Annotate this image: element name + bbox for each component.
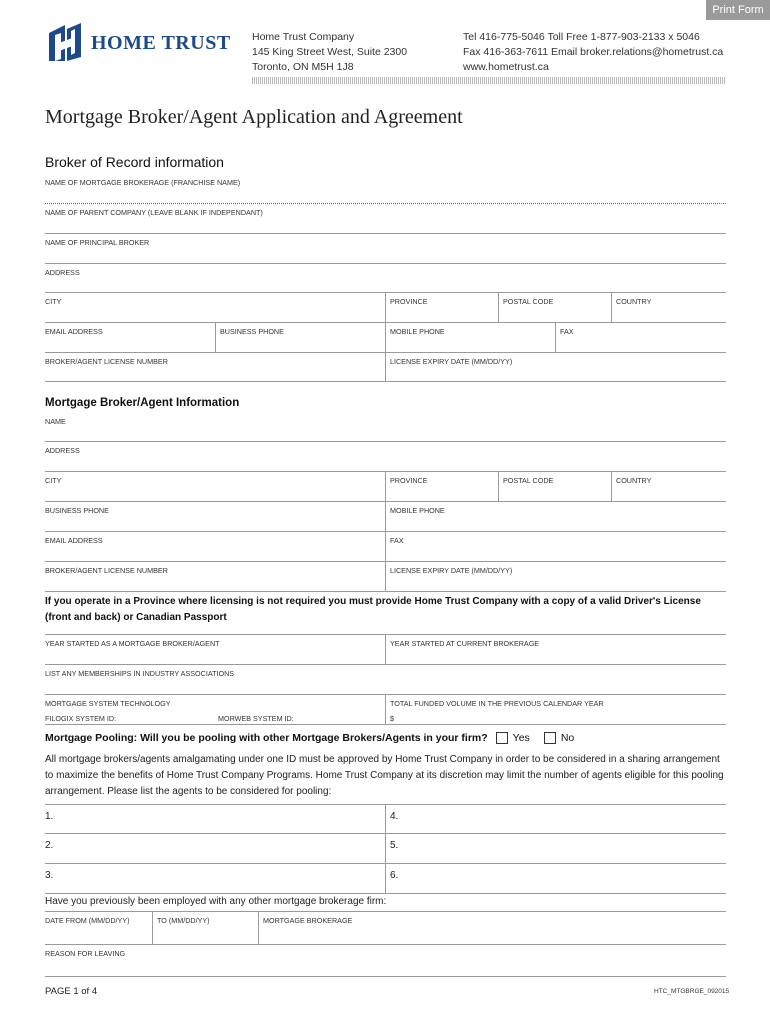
broker-address-field[interactable] bbox=[45, 264, 726, 293]
memberships-label: LIST ANY MEMBERSHIPS IN INDUSTRY ASSOCIATIONS bbox=[45, 669, 235, 678]
year-started-current-label: YEAR STARTED AT CURRENT BROKERAGE bbox=[390, 639, 540, 648]
broker-city-label: CITY bbox=[45, 297, 62, 306]
year-started-current-field[interactable] bbox=[385, 635, 726, 664]
pooling-agent-3-label: 3. bbox=[45, 870, 54, 881]
broker-license-number-field[interactable] bbox=[45, 353, 385, 381]
reason-for-leaving-label: REASON FOR LEAVING bbox=[45, 949, 126, 958]
date-from-field[interactable] bbox=[45, 912, 152, 944]
pooling-agent-1-label: 1. bbox=[45, 811, 54, 822]
broker-city-field[interactable] bbox=[45, 293, 385, 322]
broker-license-expiry-label: LICENSE EXPIRY DATE (MM/DD/YY) bbox=[390, 357, 513, 366]
morweb-label: MORWEB SYSTEM ID: bbox=[218, 714, 294, 723]
agent-province-label: PROVINCE bbox=[390, 476, 428, 485]
agent-country-field[interactable] bbox=[611, 472, 726, 501]
agent-city-row bbox=[45, 472, 726, 502]
agent-province-field[interactable] bbox=[385, 472, 498, 501]
broker-fax-field[interactable] bbox=[555, 323, 726, 352]
pooling-agent-5-label: 5. bbox=[390, 840, 399, 851]
pooling-paragraph: All mortgage brokers/agents amalgamating under one ID must be approved by Home Trust Company in order to be considered in a sharing arrangement to maximize the benefits of Home Trust Company Programs. Home Trust Company at its discretion may limit the number of agents eligible for this pooling arrangement. Please list the agents to be considered for pooling: bbox=[45, 754, 724, 797]
funded-volume-label: TOTAL FUNDED VOLUME IN THE PREVIOUS CALENDAR YEAR bbox=[390, 699, 604, 708]
date-to-label: TO (MM/DD/YY) bbox=[157, 916, 210, 925]
agent-city-field[interactable] bbox=[45, 472, 385, 501]
agent-business-phone-label: BUSINESS PHONE bbox=[45, 506, 109, 515]
agent-mobile-phone-field[interactable] bbox=[385, 502, 726, 531]
broker-postal-code-field[interactable] bbox=[498, 293, 611, 322]
principal-broker-field[interactable] bbox=[45, 234, 726, 264]
contact-line-2: Fax 416-363-7611 Email broker.relations@hometrust.ca bbox=[463, 46, 724, 58]
broker-of-record-heading: Broker of Record information bbox=[45, 154, 224, 170]
agent-info-heading: Mortgage Broker/Agent Information bbox=[45, 397, 240, 409]
agent-fax-field[interactable] bbox=[385, 532, 726, 561]
agent-email-row bbox=[45, 532, 726, 562]
system-tech-row bbox=[45, 695, 726, 725]
agent-address-field[interactable] bbox=[45, 442, 726, 472]
contact-line-3: www.hometrust.ca bbox=[463, 61, 549, 73]
parent-company-field[interactable] bbox=[45, 204, 726, 234]
pooling-no-label: No bbox=[560, 732, 575, 744]
home-trust-logo bbox=[45, 22, 231, 64]
broker-license-expiry-field[interactable] bbox=[385, 353, 726, 381]
agent-license-number-label: BROKER/AGENT LICENSE NUMBER bbox=[45, 566, 168, 575]
broker-email-field[interactable] bbox=[45, 323, 215, 352]
broker-postal-code-label: POSTAL CODE bbox=[503, 297, 554, 306]
home-trust-logo-icon bbox=[45, 23, 85, 63]
agent-postal-code-label: POSTAL CODE bbox=[503, 476, 554, 485]
broker-business-phone-label: BUSINESS PHONE bbox=[220, 327, 284, 336]
pooling-agent-2-field[interactable] bbox=[45, 834, 385, 863]
agent-mobile-phone-label: MOBILE PHONE bbox=[390, 506, 445, 515]
agent-name-field[interactable] bbox=[45, 413, 726, 442]
year-started-field[interactable] bbox=[45, 635, 385, 664]
pooling-row-1 bbox=[45, 804, 726, 834]
broker-city-row bbox=[45, 293, 726, 323]
company-address bbox=[252, 30, 407, 75]
previous-employment-question: Have you previously been employed with any other mortgage brokerage firm: bbox=[45, 896, 387, 907]
mortgage-brokerage-label: MORTGAGE BROKERAGE bbox=[263, 916, 353, 925]
pooling-question-line bbox=[45, 732, 580, 744]
year-started-label: YEAR STARTED AS A MORTGAGE BROKER/AGENT bbox=[45, 639, 220, 648]
filogix-label: FILOGIX SYSTEM ID: bbox=[45, 714, 117, 723]
broker-contact-row bbox=[45, 323, 726, 353]
principal-broker-label: NAME OF PRINCIPAL BROKER bbox=[45, 238, 150, 247]
dollar-sign: $ bbox=[390, 714, 394, 723]
print-form-button[interactable]: Print Form bbox=[706, 0, 770, 20]
system-tech-label: MORTGAGE SYSTEM TECHNOLOGY bbox=[45, 699, 171, 708]
agent-fax-label: FAX bbox=[390, 536, 404, 545]
broker-fax-label: FAX bbox=[560, 327, 574, 336]
system-tech-field[interactable] bbox=[45, 695, 385, 724]
pooling-agent-5-field[interactable] bbox=[385, 834, 726, 863]
date-from-label: DATE FROM (MM/DD/YY) bbox=[45, 916, 130, 925]
broker-country-field[interactable] bbox=[611, 293, 726, 322]
agent-license-expiry-field[interactable] bbox=[385, 562, 726, 591]
pooling-yes-label: Yes bbox=[512, 732, 530, 744]
broker-mobile-phone-label: MOBILE PHONE bbox=[390, 327, 445, 336]
pooling-yes-checkbox[interactable] bbox=[496, 732, 508, 744]
contact-line-1: Tel 416-775-5046 Toll Free 1-877-903-2133 x 5046 bbox=[463, 31, 700, 43]
funded-volume-field[interactable] bbox=[385, 695, 726, 724]
pooling-row-3 bbox=[45, 864, 726, 894]
agent-email-label: EMAIL ADDRESS bbox=[45, 536, 103, 545]
header-hatch-divider bbox=[252, 77, 726, 84]
agent-phone-row bbox=[45, 502, 726, 532]
reason-for-leaving-field[interactable] bbox=[45, 945, 726, 977]
previous-employment-row bbox=[45, 911, 726, 945]
mortgage-brokerage-field[interactable] bbox=[258, 912, 726, 944]
agent-business-phone-field[interactable] bbox=[45, 502, 385, 531]
company-contact bbox=[463, 30, 723, 75]
agent-city-label: CITY bbox=[45, 476, 62, 485]
agent-postal-code-field[interactable] bbox=[498, 472, 611, 501]
address-line-3: Toronto, ON M5H 1J8 bbox=[252, 61, 354, 73]
agent-license-expiry-label: LICENSE EXPIRY DATE (MM/DD/YY) bbox=[390, 566, 513, 575]
date-to-field[interactable] bbox=[152, 912, 258, 944]
pooling-row-2 bbox=[45, 834, 726, 864]
brokerage-name-field[interactable] bbox=[45, 174, 726, 204]
pooling-agent-2-label: 2. bbox=[45, 840, 54, 851]
agent-address-label: ADDRESS bbox=[45, 446, 80, 455]
pooling-agent-4-field[interactable] bbox=[385, 805, 726, 833]
broker-province-field[interactable] bbox=[385, 293, 498, 322]
logo-text: HOME TRUST bbox=[91, 31, 231, 54]
page-number: PAGE 1 of 4 bbox=[45, 986, 98, 997]
broker-mobile-phone-field[interactable] bbox=[385, 323, 555, 352]
form-code: HTC_MTGBRGE_092015 bbox=[654, 988, 730, 995]
broker-province-label: PROVINCE bbox=[390, 297, 428, 306]
pooling-agent-6-label: 6. bbox=[390, 870, 399, 881]
address-line-2: 145 King Street West, Suite 2300 bbox=[252, 46, 408, 58]
agent-name-label: NAME bbox=[45, 417, 66, 426]
pooling-agent-6-field[interactable] bbox=[385, 864, 726, 893]
broker-business-phone-field[interactable] bbox=[215, 323, 385, 352]
pooling-agent-4-label: 4. bbox=[390, 811, 399, 822]
broker-address-label: ADDRESS bbox=[45, 268, 80, 277]
agent-license-number-field[interactable] bbox=[45, 562, 385, 591]
pooling-agent-1-field[interactable] bbox=[45, 805, 385, 833]
agent-license-row bbox=[45, 562, 726, 592]
broker-license-number-label: BROKER/AGENT LICENSE NUMBER bbox=[45, 357, 168, 366]
broker-country-label: COUNTRY bbox=[616, 297, 652, 306]
licensing-notice: If you operate in a Province where licensing is not required you must provide Home Trust Company with a copy of a valid Driver's License (front and back) or Canadian Passport bbox=[45, 596, 701, 623]
agent-country-label: COUNTRY bbox=[616, 476, 652, 485]
pooling-question: Mortgage Pooling: Will you be pooling with other Mortgage Brokers/Agents in your firm? bbox=[45, 732, 488, 744]
broker-license-row bbox=[45, 353, 726, 382]
agent-email-field[interactable] bbox=[45, 532, 385, 561]
experience-row bbox=[45, 634, 726, 665]
pooling-agent-3-field[interactable] bbox=[45, 864, 385, 893]
brokerage-name-label: NAME OF MORTGAGE BROKERAGE (FRANCHISE NAME) bbox=[45, 178, 241, 187]
broker-email-label: EMAIL ADDRESS bbox=[45, 327, 103, 336]
parent-company-label: NAME OF PARENT COMPANY (LEAVE BLANK IF INDEPENDANT) bbox=[45, 208, 263, 217]
address-line-1: Home Trust Company bbox=[252, 31, 355, 43]
pooling-no-checkbox[interactable] bbox=[544, 732, 556, 744]
memberships-field[interactable] bbox=[45, 665, 726, 695]
page-title: Mortgage Broker/Agent Application and Agreement bbox=[45, 106, 463, 128]
